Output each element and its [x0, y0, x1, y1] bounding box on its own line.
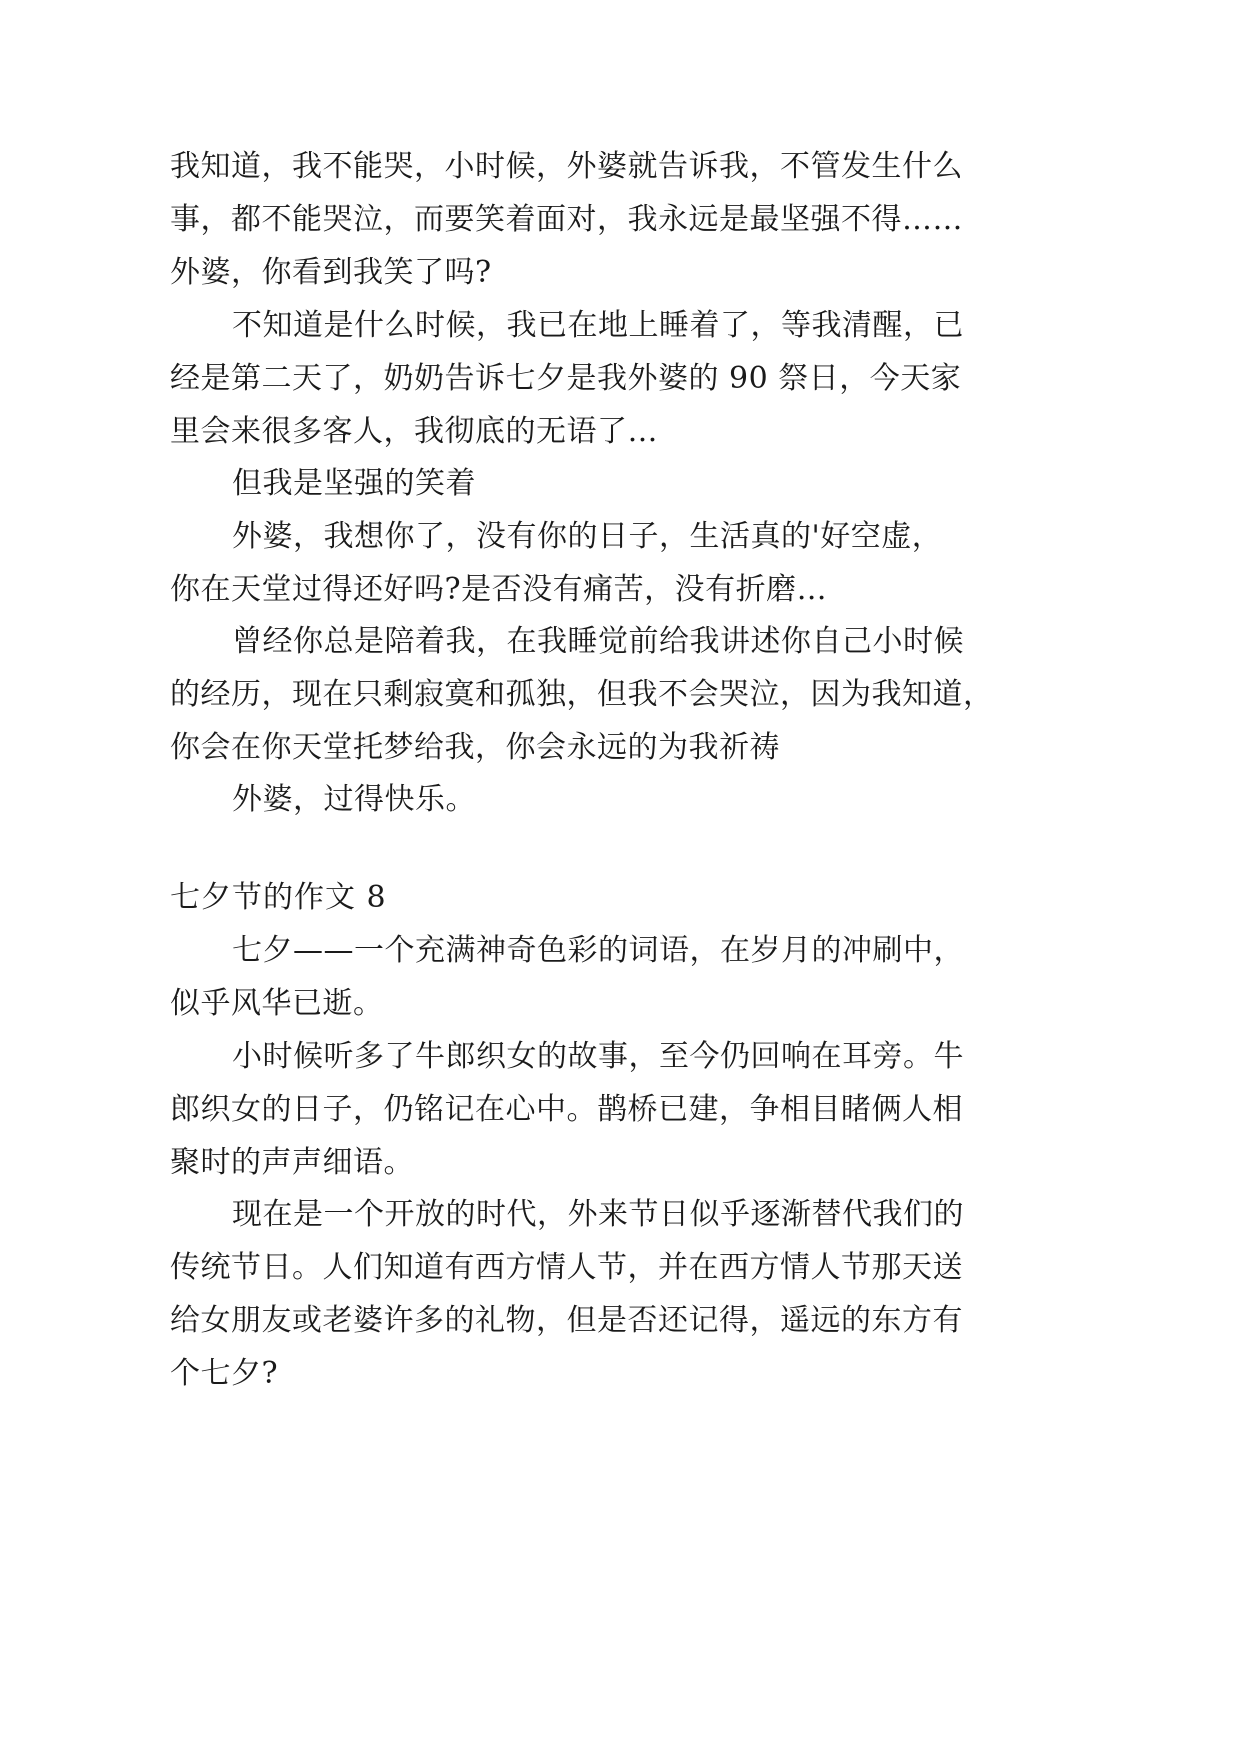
paragraph-line: 郎织女的日子，仍铭记在心中。鹊桥已建，争相目睹俩人相	[170, 1092, 963, 1127]
paragraph-line: 给女朋友或老婆许多的礼物，但是否还记得，遥远的东方有	[170, 1303, 963, 1338]
paragraph-line: 外婆，我想你了，没有你的日子，生活真的'好空虚，	[232, 519, 943, 554]
paragraph-line: 个七夕?	[170, 1356, 279, 1391]
paragraph-line: 事，都不能哭泣，而要笑着面对，我永远是最坚强不得……	[170, 202, 963, 237]
paragraph-line: 的经历，现在只剩寂寞和孤独，但我不会哭泣，因为我知道，	[170, 677, 994, 712]
paragraph-line: 你在天堂过得还好吗?是否没有痛苦，没有折磨…	[170, 572, 828, 607]
paragraph-line: 似乎风华已逝。	[170, 986, 384, 1021]
paragraph-line: 现在是一个开放的时代，外来节日似乎逐渐替代我们的	[232, 1197, 964, 1232]
paragraph-line: 聚时的声声细语。	[170, 1145, 414, 1180]
paragraph-line: 七夕——一个充满神奇色彩的词语，在岁月的冲刷中，	[232, 933, 964, 968]
paragraph-line: 外婆，你看到我笑了吗?	[170, 255, 492, 290]
paragraph-line: 不知道是什么时候，我已在地上睡着了，等我清醒，已	[232, 308, 964, 343]
paragraph-line: 外婆，过得快乐。	[232, 782, 476, 817]
paragraph-line: 曾经你总是陪着我，在我睡觉前给我讲述你自己小时候	[232, 624, 964, 659]
paragraph-line: 小时候听多了牛郎织女的故事，至今仍回响在耳旁。牛	[232, 1039, 964, 1074]
paragraph-line: 我知道，我不能哭，小时候，外婆就告诉我，不管发生什么	[170, 149, 963, 184]
paragraph-line: 里会来很多客人，我彻底的无语了…	[170, 414, 658, 449]
paragraph-line: 经是第二天了，奶奶告诉七夕是我外婆的 90 祭日，今天家	[170, 361, 962, 396]
section-title: 七夕节的作文 8	[170, 880, 387, 915]
paragraph-line: 传统节日。人们知道有西方情人节，并在西方情人节那天送	[170, 1250, 963, 1285]
paragraph-line: 但我是坚强的笑着	[232, 466, 476, 501]
paragraph-line: 你会在你天堂托梦给我，你会永远的为我祈祷	[170, 730, 780, 765]
